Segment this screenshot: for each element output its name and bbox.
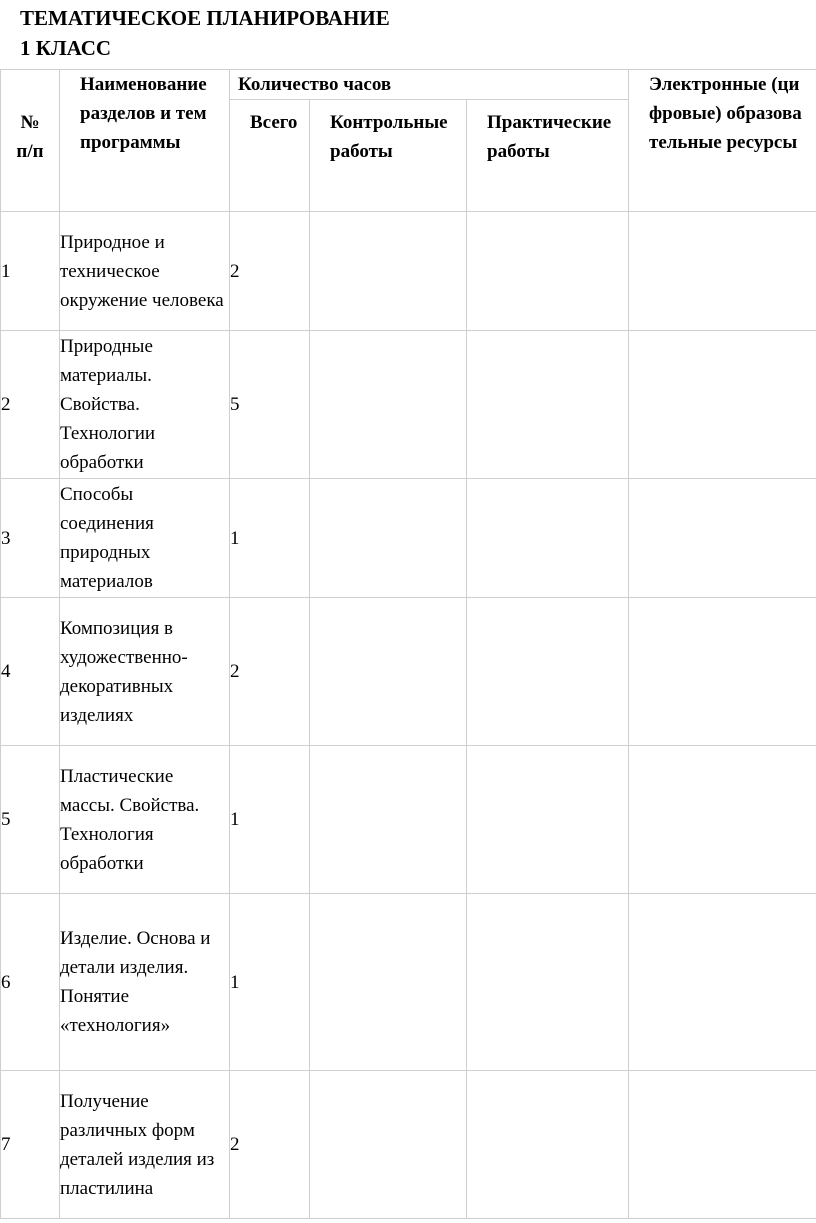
header-num (1, 70, 60, 212)
row-control (310, 212, 467, 331)
row-control (310, 746, 467, 894)
header-resources-label: Электронные (цифровые) образовательные ресурсы (649, 74, 802, 153)
row-name: Композиция в художественно-декоративных изделиях (60, 598, 230, 746)
row-name: Способы соединения природных материалов (60, 479, 230, 598)
row-name: Изделие. Основа и детали изделия. Понятие «технология» (60, 894, 230, 1071)
row-practical (467, 1071, 629, 1219)
row-resources (629, 598, 816, 746)
row-resources (629, 1071, 816, 1219)
header-num-label: № п/п (16, 111, 44, 162)
row-total: 2 (230, 598, 310, 746)
table-row (1, 894, 816, 1071)
header-control-label: Контрольные работы (330, 112, 448, 162)
header-resources (629, 70, 816, 212)
row-num: 6 (1, 894, 60, 1071)
row-name: Природные материалы. Свойства. Технологии обработки (60, 331, 230, 479)
row-num: 3 (1, 479, 60, 598)
row-num: 4 (1, 598, 60, 746)
row-control (310, 894, 467, 1071)
planning-table (0, 69, 816, 1219)
table-row (1, 746, 816, 894)
row-name: Получение различных форм деталей изделия из пластилина (60, 1071, 230, 1219)
header-hours-label: Количество часов (238, 74, 392, 95)
row-control (310, 598, 467, 746)
table-row (1, 331, 816, 479)
row-practical (467, 212, 629, 331)
row-control (310, 1071, 467, 1219)
row-practical (467, 894, 629, 1071)
header-name (60, 70, 230, 212)
row-resources (629, 212, 816, 331)
row-total: 2 (230, 212, 310, 331)
row-total: 2 (230, 1071, 310, 1219)
header-practical-label: Практические работы (487, 112, 612, 162)
page-title (20, 3, 390, 63)
row-resources (629, 746, 816, 894)
row-num: 7 (1, 1071, 60, 1219)
row-practical (467, 746, 629, 894)
row-resources (629, 479, 816, 598)
header-practical (467, 100, 629, 212)
row-control (310, 479, 467, 598)
row-total: 5 (230, 331, 310, 479)
row-num: 5 (1, 746, 60, 894)
title-line-1: ТЕМАТИЧЕСКОЕ ПЛАНИРОВАНИЕ (20, 6, 390, 30)
row-name: Природное и техническое окружение человека (60, 212, 230, 331)
row-num: 2 (1, 331, 60, 479)
header-total-label: Всего (250, 112, 298, 133)
header-hours (230, 70, 629, 100)
header-total (230, 100, 310, 212)
table-row (1, 212, 816, 331)
row-resources (629, 331, 816, 479)
header-control (310, 100, 467, 212)
table-row (1, 479, 816, 598)
row-total: 1 (230, 894, 310, 1071)
row-name: Пластические массы. Свойства. Технология обработки (60, 746, 230, 894)
row-total: 1 (230, 479, 310, 598)
row-practical (467, 479, 629, 598)
table-row (1, 1071, 816, 1219)
header-name-label: Наименование разделов и тем программы (80, 74, 207, 153)
row-resources (629, 894, 816, 1071)
table-row (1, 598, 816, 746)
row-practical (467, 331, 629, 479)
title-line-2: 1 КЛАСС (20, 36, 112, 60)
row-control (310, 331, 467, 479)
row-num: 1 (1, 212, 60, 331)
row-practical (467, 598, 629, 746)
row-total: 1 (230, 746, 310, 894)
